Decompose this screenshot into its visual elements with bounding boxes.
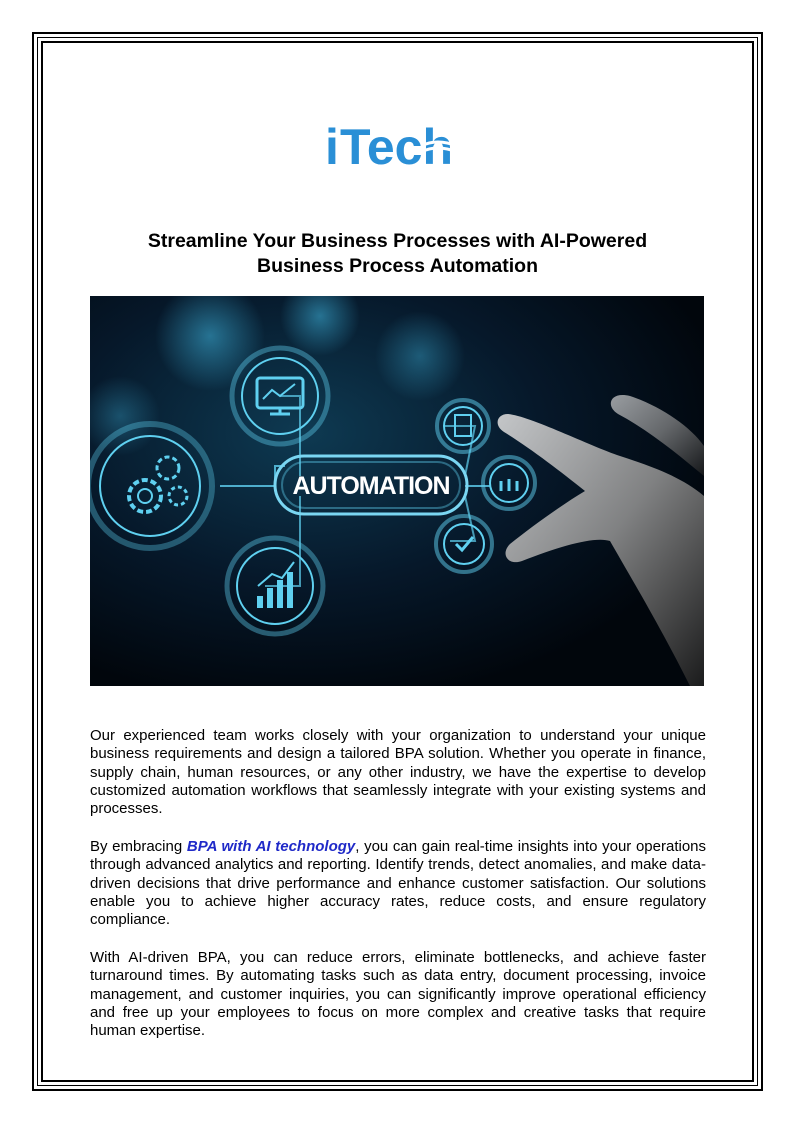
paragraph-intro: Our experienced team works closely with your organization to understand your unique business requirements and design a tailored BPA solution. Whether you operate in finance, supply chain, human resources, or any other industry, we have the expertise to develop customized automation workflows that seamlessly integrate with your existing systems and processes. xyxy=(90,727,706,818)
title-line-2: Business Process Automation xyxy=(256,255,539,277)
bpa-ai-technology-link[interactable]: BPA with AI technology xyxy=(186,838,356,855)
people-icon xyxy=(483,457,535,509)
automation-label: AUTOMATION xyxy=(292,472,450,500)
paragraph-bpa-ai xyxy=(90,838,706,929)
paragraph-bpa-ai-lead: By embracing xyxy=(90,838,187,855)
logo-text-i: i xyxy=(325,119,339,168)
logo-text-tech: Tech xyxy=(340,119,453,168)
title-line-1: Streamline Your Business Processes with AI-Powered xyxy=(147,230,648,252)
page-title xyxy=(90,229,705,279)
automation-hero-image xyxy=(90,296,704,686)
itech-logo xyxy=(325,118,475,168)
paragraph-ai-driven: With AI-driven BPA, you can reduce errors, eliminate bottlenecks, and achieve faster turnaround times. By automating tasks such as data entry, document processing, invoice management, and customer inquiries, you can significantly improve operational efficiency and free up your employees to focus on more complex and creative tasks that require human expertise. xyxy=(90,949,706,1040)
paragraph-bpa-ai-rest: , you can gain real-time insights into your operations through advanced analytics and reporting. Identify trends, detect anomalies, and make data-driven decisions that drive performance and enhance customer satisfaction. Our solutions enable you to achieve higher accuracy rates, reduce costs, and ensure regulatory compliance. xyxy=(90,838,707,929)
